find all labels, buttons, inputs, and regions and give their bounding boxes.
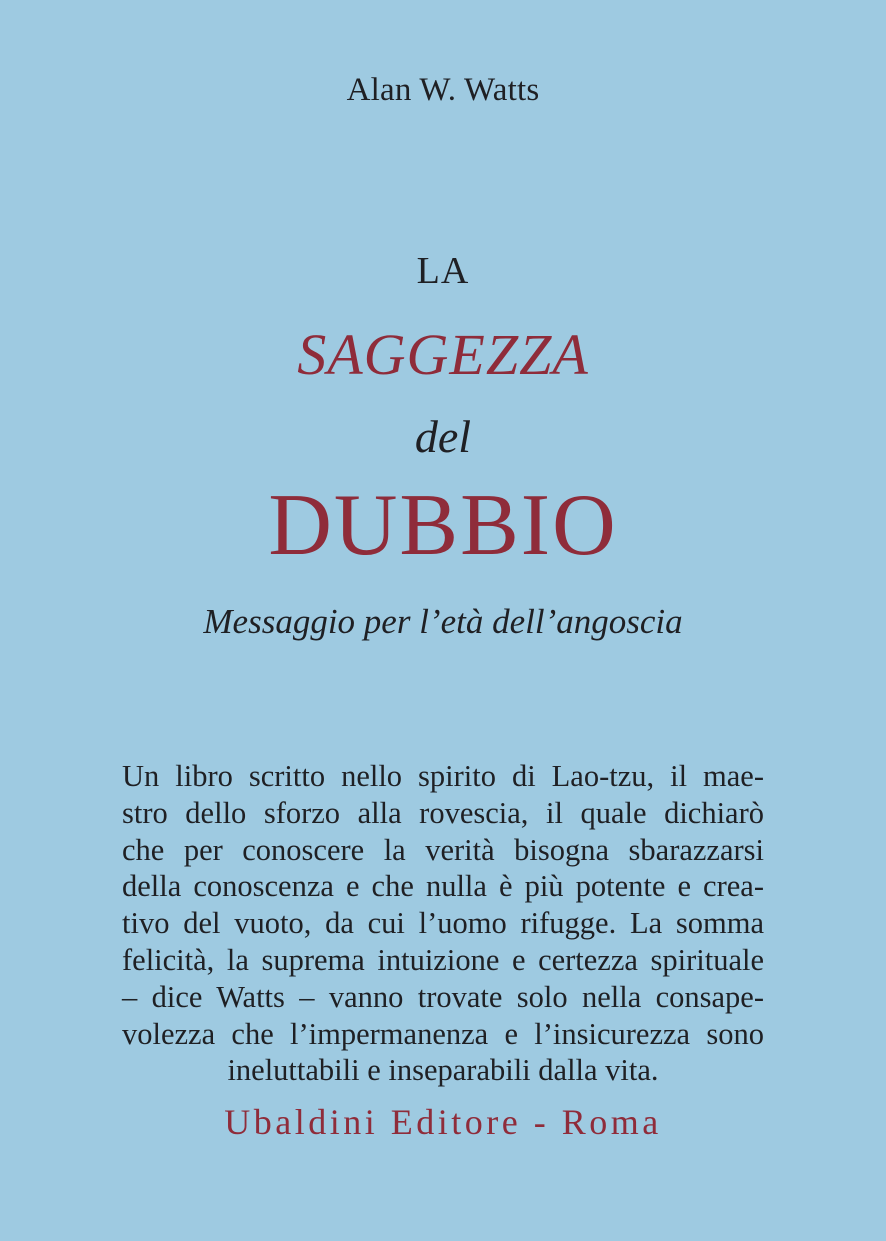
publisher: Ubaldini Editore - Roma bbox=[224, 1102, 662, 1142]
blurb-line: volezza che l’impermanenza e l’insicurezza sono bbox=[122, 1016, 764, 1051]
blurb-line: felicità, la suprema intuizione e certezza spirituale bbox=[122, 942, 764, 977]
blurb-line: stro dello sforzo alla rovescia, il quale dichiarò bbox=[122, 795, 764, 830]
title-preposition: del bbox=[414, 411, 472, 462]
title-dubbio: DUBBIO bbox=[268, 477, 618, 574]
blurb-line: – dice Watts – vanno trovate solo nella consape- bbox=[122, 979, 764, 1014]
blurb-line: Un libro scritto nello spirito di Lao-tzu, il mae- bbox=[122, 759, 764, 793]
blurb-line: che per conoscere la verità bisogna sbarazzarsi bbox=[122, 832, 764, 867]
blurb-paragraph bbox=[122, 758, 764, 1089]
blurb-line: ineluttabili e inseparabili dalla vita. bbox=[227, 1053, 659, 1088]
subtitle: Messaggio per l’età dell’angoscia bbox=[203, 602, 683, 641]
author-name: Alan W. Watts bbox=[346, 72, 540, 108]
blurb-line: tivo del vuoto, da cui l’uomo rifugge. La somma bbox=[122, 906, 764, 941]
blurb-line: della conoscenza e che nulla è più potente e crea- bbox=[122, 869, 764, 904]
title-saggezza: SAGGEZZA bbox=[297, 322, 589, 387]
title-article: LA bbox=[416, 250, 470, 292]
